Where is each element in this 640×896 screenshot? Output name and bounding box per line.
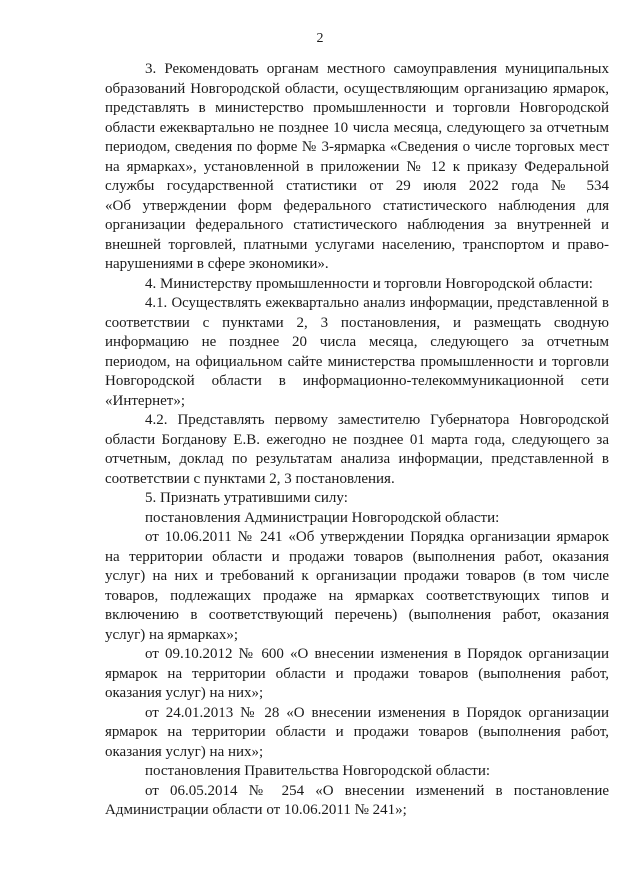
- text-line: соответствии с пунктами 2, 3 постановления.: [105, 470, 395, 487]
- text-line: оказания услуг) на них»;: [105, 685, 264, 701]
- text-line: ярмарок на территории области и продажи товаров (выполнения работ,: [105, 724, 609, 740]
- text-line: нарушениями в сфере экономики».: [105, 256, 329, 272]
- text-line: службы государственной статистики от 29 июля 2022 года № 534: [105, 178, 609, 194]
- text-line: от 24.01.2013 № 28 «О внесении изменения в Порядок организации: [145, 704, 609, 721]
- text-line: 4.2. Представлять первому заместителю Губернатора Новгородской: [145, 412, 609, 428]
- text-line: 5. Признать утратившими силу:: [145, 490, 348, 506]
- text-line: от 06.05.2014 № 254 «О внесении изменений в постановление: [145, 782, 609, 799]
- text-line: включению в соответствующий перечень) (выполнения работ, оказания: [105, 607, 609, 623]
- text-line: отчетным, доклад по результатам анализа информации, представленной в: [105, 451, 609, 467]
- text-line: Новгородской области в информационно-телекоммуникационной сети: [105, 373, 609, 389]
- text-line: от 10.06.2011 № 241 «Об утверждении Порядка организации ярмарок: [145, 529, 609, 545]
- text-line: ярмарок на территории области и продажи товаров (выполнения работ,: [105, 665, 609, 682]
- text-line: оказания услуг) на них»;: [105, 743, 264, 760]
- text-line: постановления Администрации Новгородской области:: [145, 509, 500, 526]
- text-line: 4. Министерству промышленности и торговли Новгородской области:: [145, 275, 593, 292]
- text-line: товаров, подлежащих продаже на ярмарках соответствующих типов и: [105, 587, 609, 604]
- page-number: 2: [316, 31, 324, 46]
- text-line: периодом, на официальном сайте министерства промышленности и торговли: [105, 353, 609, 370]
- text-line: информацию не позднее 20 числа месяца, следующего за отчетным: [105, 334, 609, 350]
- text-line: 4.1. Осуществлять ежеквартально анализ информации, представленной в: [145, 295, 609, 311]
- text-line: внешней торговлей, платными услугами населению, транспортом и право-: [105, 236, 609, 253]
- text-line: услуг) на них и требований к организации продажи товаров (в том числе: [105, 568, 609, 584]
- text-line: услуг) на ярмарках»;: [105, 626, 239, 643]
- text-line: представлять в министерство промышленности и торговли Новгородской: [105, 100, 609, 116]
- text-line: периодом, сведения по форме № 3-ярмарка «Сведения о числе торговых мест: [105, 139, 609, 155]
- text-line: Администрации области от 10.06.2011 № 241»;: [105, 802, 407, 818]
- text-line: постановления Правительства Новгородской области:: [145, 763, 491, 779]
- text-line: от 09.10.2012 № 600 «О внесении изменения в Порядок организации: [145, 646, 609, 662]
- document-body: [105, 60, 609, 821]
- text-line: «Интернет»;: [105, 392, 185, 409]
- text-line: области Богданову Е.В. ежегодно не позднее 01 марта года, следующего за: [105, 431, 609, 448]
- text-line: образований Новгородской области, осуществляющим организацию ярмарок,: [105, 80, 609, 97]
- text-line: на территории области и продажи товаров (выполнения работ, оказания: [105, 548, 609, 565]
- text-line: 3. Рекомендовать органам местного самоуправления муниципальных: [145, 61, 609, 77]
- text-line: «Об утверждении форм федерального статистического наблюдения для: [105, 197, 609, 214]
- text-line: на ярмарках», установленной в приложении № 12 к приказу Федеральной: [105, 158, 609, 175]
- text-line: организации федерального статистического наблюдения за внутренней и: [105, 217, 609, 233]
- text-line: области ежеквартально не позднее 10 числа месяца, следующего за отчетным: [105, 119, 609, 136]
- text-line: соответствии с пунктами 2, 3 постановления, и размещать сводную: [105, 314, 609, 331]
